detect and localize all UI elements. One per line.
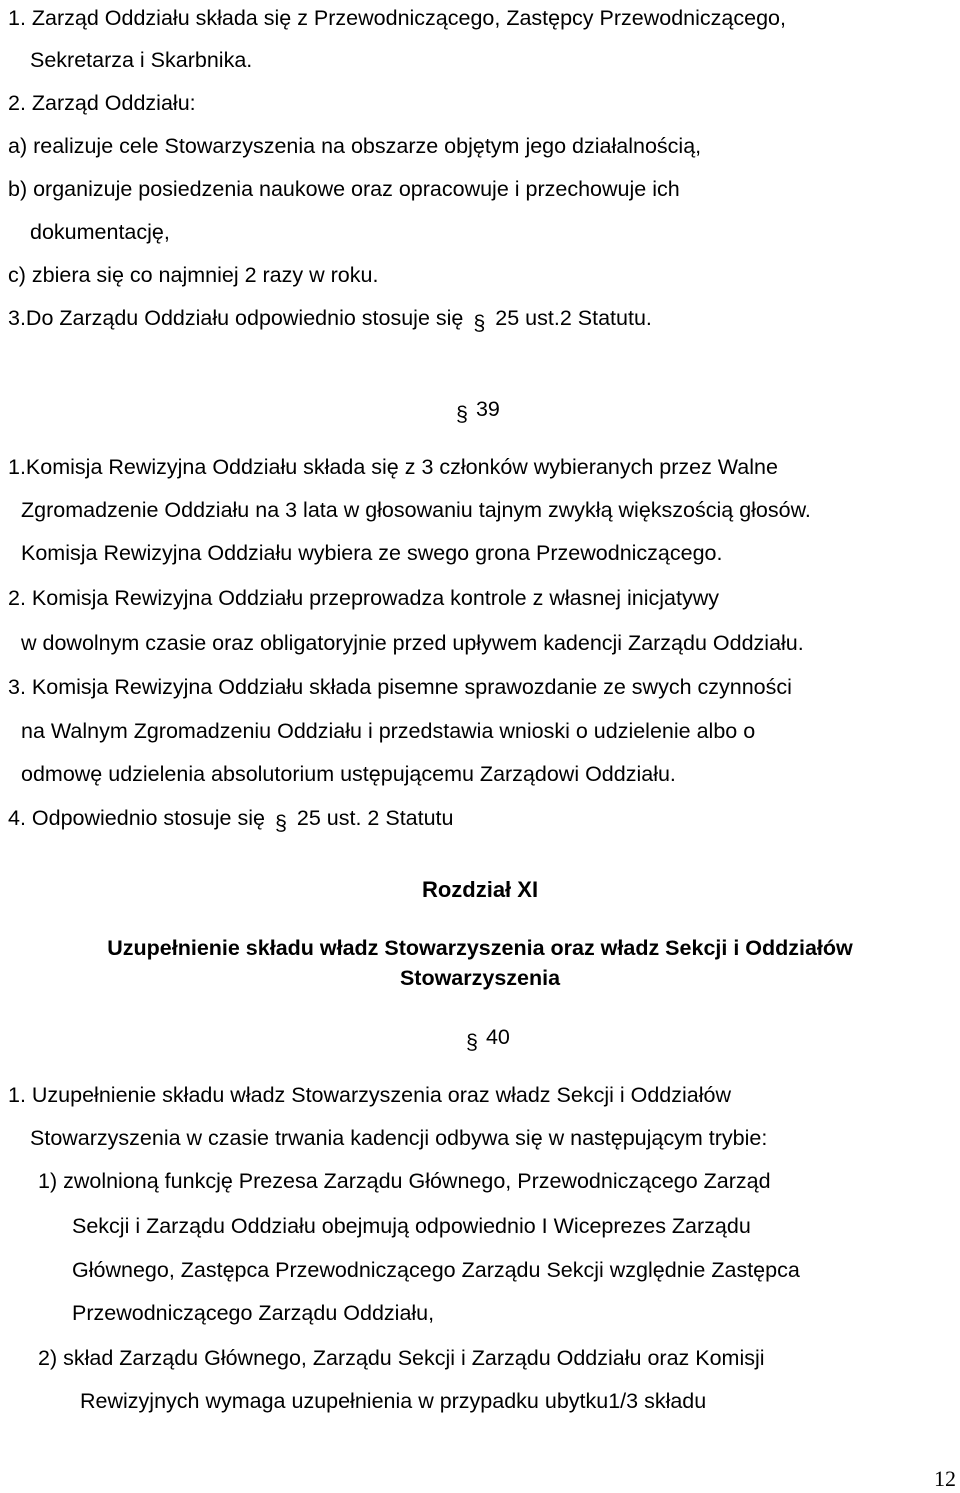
chapter-title: Rozdział XI [421,877,539,902]
text-segment: 25 ust. 2 Statutu [296,806,454,830]
text-line: Sekcji i Zarządu Oddziału obejmują odpowiednio I Wiceprezes Zarządu [72,1214,751,1238]
paragraph-number: 39 [475,397,500,421]
chapter-subtitle: Uzupełnienie składu władz Stowarzyszenia oraz władz Sekcji i Oddziałów [107,936,853,960]
text-line: a) realizuje cele Stowarzyszenia na obszarze objętym jego działalnością, [8,134,702,158]
text-line [8,805,454,835]
text-line [8,305,652,335]
text-line: Stowarzyszenia w czasie trwania kadencji odbywa się w następującym trybie: [30,1126,768,1150]
text-line: 1. Zarząd Oddziału składa się z Przewodniczącego, Zastępcy Przewodniczącego, [8,6,786,30]
text-line: 1. Uzupełnienie składu władz Stowarzyszenia oraz władz Sekcji i Oddziałów [8,1083,731,1107]
text-line: 2. Zarząd Oddziału: [8,91,196,115]
text-line: c) zbiera się co najmniej 2 razy w roku. [8,263,379,287]
paragraph-heading [466,1024,510,1054]
text-line: Głównego, Zastępca Przewodniczącego Zarządu Sekcji względnie Zastępca [72,1258,800,1282]
text-line: Sekretarza i Skarbnika. [30,48,253,72]
section-sign: § [274,811,287,835]
list-item: 1) zwolnioną funkcję Prezesa Zarządu Głównego, Przewodniczącego Zarząd [38,1169,771,1193]
text-line: w dowolnym czasie oraz obligatoryjnie przed upływem kadencji Zarządu Oddziału. [21,631,804,655]
text-segment: 4. Odpowiednio stosuje się [8,806,265,830]
text-line: na Walnym Zgromadzeniu Oddziału i przedstawia wnioski o udzielenie albo o [21,719,756,743]
text-line: b) organizuje posiedzenia naukowe oraz opracowuje i przechowuje ich [8,177,680,201]
text-line: dokumentację, [30,220,170,244]
text-line: Komisja Rewizyjna Oddziału wybiera ze swego grona Przewodniczącego. [21,541,723,565]
text-line: 2. Komisja Rewizyjna Oddziału przeprowadza kontrole z własnej inicjatywy [8,586,720,610]
section-sign: § [456,402,468,426]
text-line: 1.Komisja Rewizyjna Oddziału składa się z 3 członków wybieranych przez Walne [8,455,778,479]
list-item: 2) skład Zarządu Głównego, Zarządu Sekcji i Zarządu Oddziału oraz Komisji [38,1346,765,1370]
chapter-subtitle: Stowarzyszenia [399,966,561,990]
text-line: Rewizyjnych wymaga uzupełnienia w przypadku ubytku1/3 składu [80,1389,707,1413]
paragraph-number: 40 [485,1025,510,1049]
paragraph-heading [456,396,500,426]
text-line: 3. Komisja Rewizyjna Oddziału składa pisemne sprawozdanie ze swych czynności [8,675,792,699]
section-sign: § [473,311,486,335]
text-segment: 3.Do Zarządu Oddziału odpowiednio stosuje się [8,306,464,330]
text-line: Zgromadzenie Oddziału na 3 lata w głosowaniu tajnym zwykłą większością głosów. [21,498,811,522]
text-line: Przewodniczącego Zarządu Oddziału, [72,1301,435,1325]
text-line: odmowę udzielenia absolutorium ustępującemu Zarządowi Oddziału. [21,762,676,786]
text-segment: 25 ust.2 Statutu. [495,306,652,330]
page-number: 12 [934,1466,956,1491]
section-sign: § [466,1030,478,1054]
